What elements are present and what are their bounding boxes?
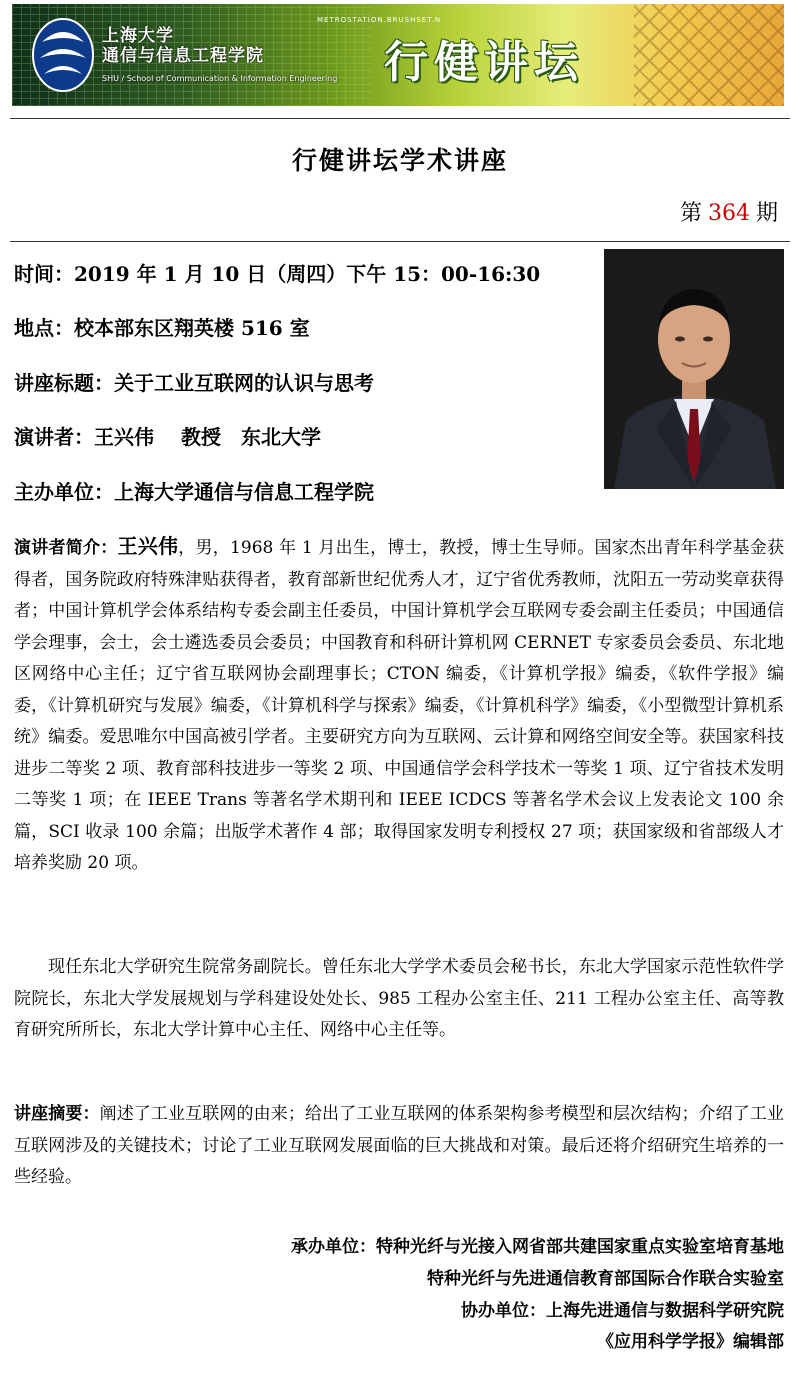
banner-tower-pattern	[634, 4, 784, 106]
host-unit-line1: 承办单位：特种光纤与光接入网省部共建国家重点实验室培育基地	[291, 1237, 784, 1257]
lecture-organizer: 主办单位：上海大学通信与信息工程学院	[14, 480, 374, 504]
lecture-abstract	[14, 1099, 784, 1194]
co-host-unit-line1: 协办单位：上海先进通信与数据科学研究院	[461, 1301, 784, 1321]
lecture-time: 时间：2019 年 1 月 10 日（周四）下午 15：00-16:30	[14, 262, 541, 286]
header-banner	[12, 4, 784, 106]
issue-prefix: 第	[679, 201, 702, 226]
university-name	[102, 26, 264, 66]
speaker-current-position: 现任东北大学研究生院常务副院长。曾任东北大学学术委员会秘书长，东北大学国家示范性软件学院院长，东北大学发展规划与学科建设处处长、985 工程办公室主任、211 工程办公室主任、高等教育研究所所长，东北大学计算中心主任、网络中心主任等。	[14, 957, 784, 1040]
speaker-bio	[14, 531, 784, 880]
issue-value: 364	[707, 201, 750, 226]
banner-title: 行健讲坛	[384, 37, 584, 88]
abstract-label: 讲座摘要：	[14, 1104, 100, 1124]
university-logo-icon	[30, 16, 96, 94]
divider-middle	[10, 241, 790, 242]
university-name-line1: 上海大学	[102, 26, 174, 46]
issue-number	[680, 196, 778, 227]
banner-watermark: METROSTATION.BRUSHSET.N	[317, 16, 442, 24]
speaker-portrait-image	[604, 249, 784, 489]
lecture-location: 地点：校本部东区翔英楼 516 室	[14, 316, 310, 340]
bio-label: 演讲者简介：	[14, 538, 118, 558]
lecture-speaker: 演讲者：王兴伟 教授 东北大学	[14, 425, 321, 449]
host-unit-line2: 特种光纤与先进通信教育部国际合作联合实验室	[427, 1269, 784, 1289]
lecture-topic: 讲座标题：关于工业互联网的认识与思考	[14, 371, 374, 395]
abstract-text: 阐述了工业互联网的由来；给出了工业互联网的体系架构参考模型和层次结构；介绍了工业互联网涉及的关键技术；讨论了工业互联网发展面临的巨大挑战和对策。最后还将介绍研究生培养的一些经验。	[14, 1104, 785, 1187]
school-name-line2: 通信与信息工程学院	[102, 46, 264, 66]
issue-suffix: 期	[755, 201, 778, 226]
co-host-unit-line2: 《应用科学学报》编辑部	[597, 1332, 784, 1352]
bio-speaker-name: 王兴伟	[117, 534, 179, 558]
page-title: 行健讲坛学术讲座	[291, 146, 508, 175]
speaker-photo	[604, 249, 784, 489]
bio-text: ，男，1968 年 1 月出生，博士，教授，博士生导师。国家杰出青年科学基金获得者，国务院政府特殊津贴获得者，教育部新世纪优秀人才，辽宁省优秀教师，沈阳五一劳动奖章获得者；中国计算机学会体系结构专委会副主任委员，中国计算机学会互联网专委会副主任委员；中国通信学会理事，会士，会士遴选委员会委员；中国教育和科研计算机网 CERNET 专家委员会委员、东北地区网络中心主任；辽宁省互联网协会副理事长；CTON 编委，《计算机学报》编委，《软件学报》编委，《计算机研究与发展》编委，《计算机科学与探索》编委，《计算机科学》编委，《小型微型计算机系统》编委。爱思唯尔中国高被引学者。主要研究方向为互联网、云计算和网络空间安全等。获国家科技进步二等奖 2 项、教育部科技进步一等奖 2 项、中国通信学会科学技术一等奖 1 项、辽宁省技术发明二等奖 1 项；在 IEEE Trans 等著名学术期刊和 IEEE ICDCS 等著名学术会议上发表论文 100 余篇，SCI 收录 100 余篇；出版学术著作 4 部；取得国家发明专利授权 27 项；获国家级和省部级人才培养奖励 20 项。	[14, 538, 784, 873]
divider-top	[10, 118, 790, 119]
school-english-name: SHU / School of Communication & Information Engineering	[102, 74, 338, 83]
